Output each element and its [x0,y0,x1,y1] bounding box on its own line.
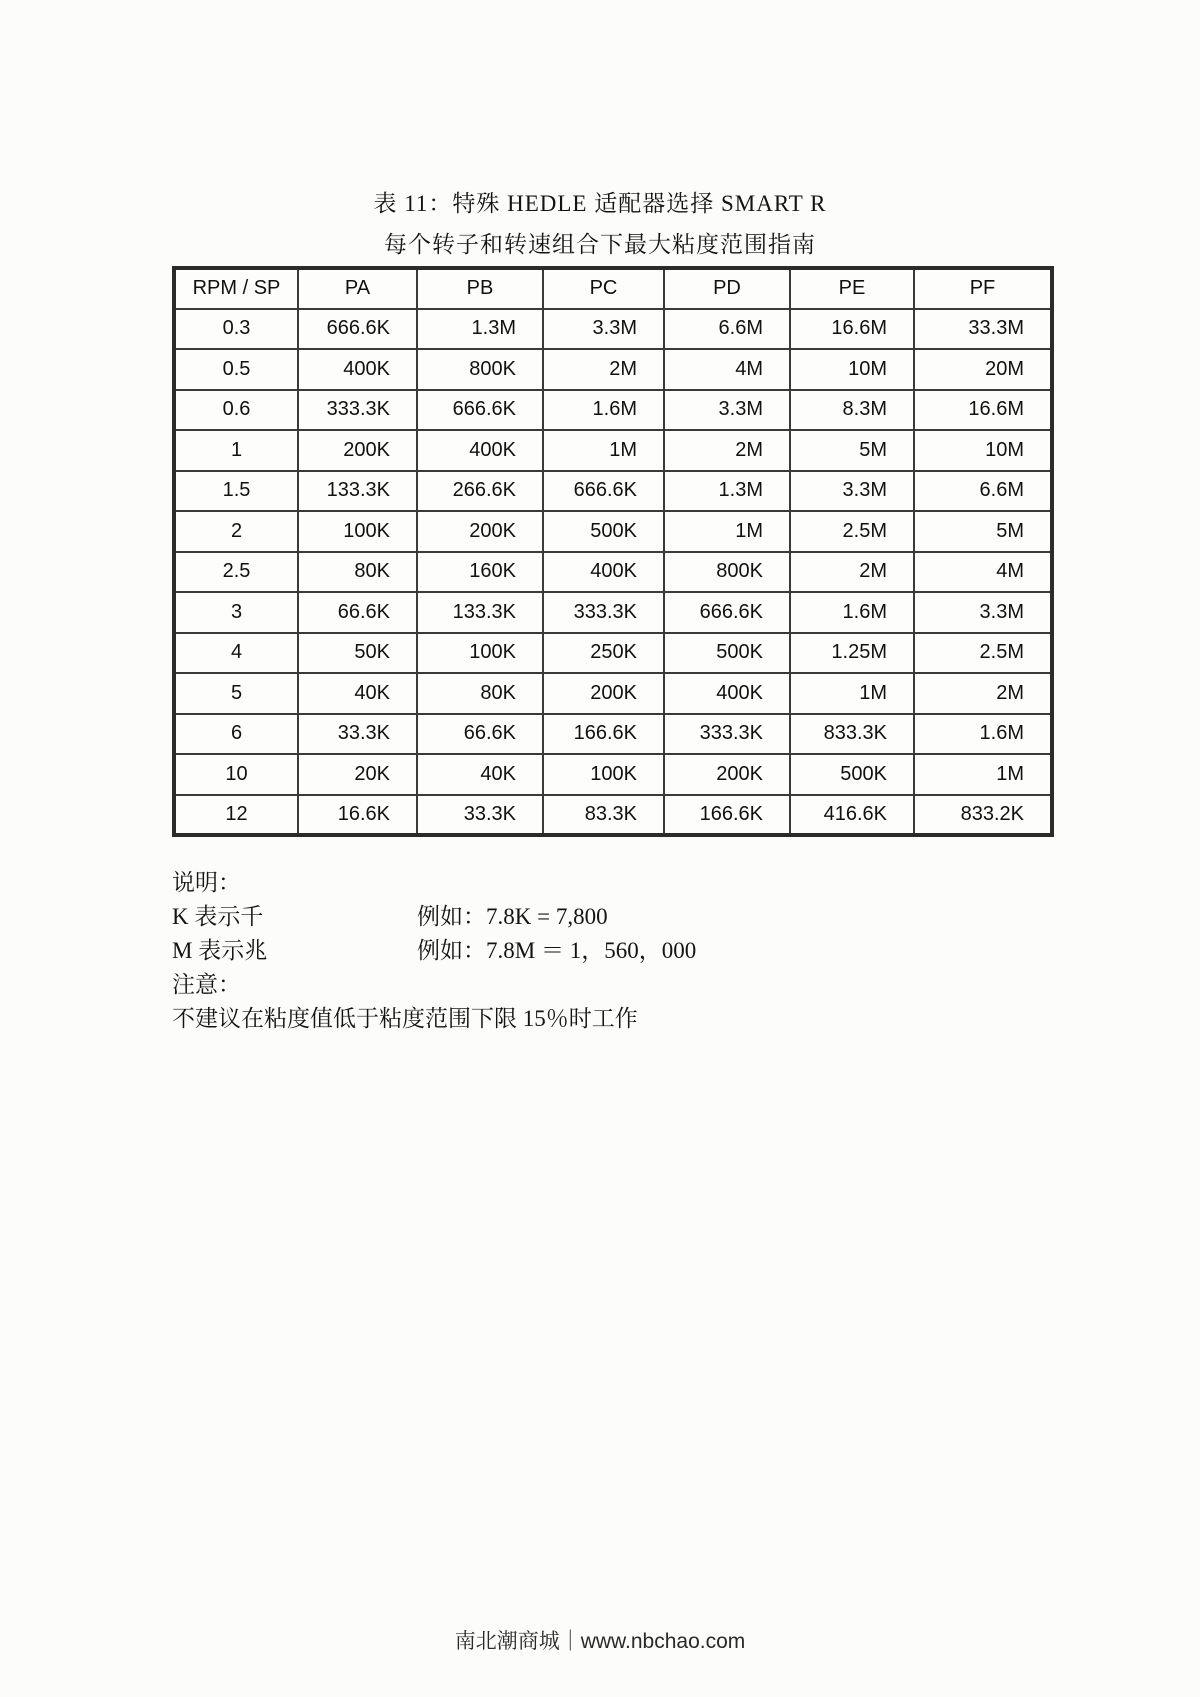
value-cell: 16.6M [914,390,1052,431]
value-cell: 266.6K [417,471,543,512]
value-cell: 33.3K [298,714,417,755]
value-cell: 16.6M [790,309,914,350]
rpm-cell: 10 [174,754,298,795]
value-cell: 100K [417,633,543,674]
value-cell: 1.3M [417,309,543,350]
header-cell-pb: PB [417,268,543,309]
rpm-cell: 2 [174,511,298,552]
rpm-cell: 1 [174,430,298,471]
value-cell: 16.6K [298,795,417,836]
rpm-cell: 4 [174,633,298,674]
value-cell: 2M [914,673,1052,714]
notice-label: 注意： [172,972,241,997]
header-cell-pe: PE [790,268,914,309]
value-cell: 1M [914,754,1052,795]
value-cell: 666.6K [543,471,664,512]
value-cell: 1M [664,511,790,552]
note-k-label: K 表示千 [172,904,264,929]
value-cell: 160K [417,552,543,593]
table-row [174,430,1052,471]
value-cell: 200K [298,430,417,471]
header-cell-pd: PD [664,268,790,309]
value-cell: 200K [543,673,664,714]
note-m-example: 例如：7.8M ＝ 1，560，000 [417,938,697,963]
rpm-cell: 0.5 [174,349,298,390]
header-cell-pa: PA [298,268,417,309]
value-cell: 1.6M [543,390,664,431]
value-cell: 5M [790,430,914,471]
value-cell: 666.6K [664,592,790,633]
value-cell: 6.6M [664,309,790,350]
value-cell: 400K [417,430,543,471]
value-cell: 3.3M [790,471,914,512]
value-cell: 2M [790,552,914,593]
value-cell: 133.3K [417,592,543,633]
value-cell: 166.6K [543,714,664,755]
value-cell: 400K [543,552,664,593]
table-row [174,349,1052,390]
table-row [174,309,1052,350]
footer-watermark: 南北潮商城｜www.nbchao.com [454,1630,746,1653]
value-cell: 66.6K [417,714,543,755]
value-cell: 666.6K [417,390,543,431]
value-cell: 6.6M [914,471,1052,512]
value-cell: 1M [790,673,914,714]
notes-label: 说明： [172,870,241,895]
header-cell-pf: PF [914,268,1052,309]
value-cell: 1.3M [664,471,790,512]
value-cell: 833.2K [914,795,1052,836]
value-cell: 200K [417,511,543,552]
value-cell: 500K [790,754,914,795]
value-cell: 10M [914,430,1052,471]
rpm-cell: 0.6 [174,390,298,431]
value-cell: 20K [298,754,417,795]
rpm-cell: 3 [174,592,298,633]
value-cell: 2.5M [914,633,1052,674]
value-cell: 8.3M [790,390,914,431]
value-cell: 500K [543,511,664,552]
note-row-k [172,900,1072,934]
notes-block [172,866,1072,1036]
note-k-example: 例如：7.8K = 7,800 [417,904,608,929]
value-cell: 133.3K [298,471,417,512]
value-cell: 333.3K [664,714,790,755]
table-row [174,511,1052,552]
value-cell: 1M [543,430,664,471]
table-title-line1: 表 11：特殊 HEDLE 适配器选择 SMART R [373,191,827,216]
rpm-cell: 5 [174,673,298,714]
table-title [0,185,1200,259]
value-cell: 3.3M [664,390,790,431]
value-cell: 83.3K [543,795,664,836]
value-cell: 800K [664,552,790,593]
table-row [174,592,1052,633]
rpm-cell: 12 [174,795,298,836]
value-cell: 100K [543,754,664,795]
header-cell-pc: PC [543,268,664,309]
rpm-cell: 1.5 [174,471,298,512]
table-title-line2: 每个转子和转速组合下最大粘度范围指南 [384,232,816,257]
value-cell: 333.3K [298,390,417,431]
value-cell: 666.6K [298,309,417,350]
value-cell: 80K [298,552,417,593]
value-cell: 4M [664,349,790,390]
rpm-cell: 2.5 [174,552,298,593]
value-cell: 250K [543,633,664,674]
value-cell: 66.6K [298,592,417,633]
value-cell: 500K [664,633,790,674]
table-row [174,673,1052,714]
value-cell: 40K [298,673,417,714]
table-row [174,714,1052,755]
value-cell: 2M [543,349,664,390]
viscosity-table-wrap [172,266,1050,837]
note-m-label: M 表示兆 [172,938,268,963]
value-cell: 20M [914,349,1052,390]
value-cell: 5M [914,511,1052,552]
viscosity-table [172,266,1054,837]
value-cell: 1.6M [914,714,1052,755]
header-cell-rpm-sp: RPM / SP [174,268,298,309]
table-row [174,552,1052,593]
table-row [174,390,1052,431]
value-cell: 100K [298,511,417,552]
value-cell: 4M [914,552,1052,593]
value-cell: 200K [664,754,790,795]
value-cell: 1.25M [790,633,914,674]
value-cell: 2M [664,430,790,471]
value-cell: 33.3K [417,795,543,836]
value-cell: 400K [664,673,790,714]
value-cell: 833.3K [790,714,914,755]
table-row [174,471,1052,512]
value-cell: 3.3M [914,592,1052,633]
note-row-m [172,934,1072,968]
value-cell: 33.3M [914,309,1052,350]
value-cell: 10M [790,349,914,390]
value-cell: 2.5M [790,511,914,552]
table-row [174,754,1052,795]
table-header-row [174,268,1052,309]
value-cell: 3.3M [543,309,664,350]
value-cell: 800K [417,349,543,390]
value-cell: 80K [417,673,543,714]
notice-text: 不建议在粘度值低于粘度范围下限 15％时工作 [172,1006,638,1031]
value-cell: 333.3K [543,592,664,633]
value-cell: 50K [298,633,417,674]
value-cell: 166.6K [664,795,790,836]
value-cell: 1.6M [790,592,914,633]
value-cell: 40K [417,754,543,795]
table-body [174,309,1052,836]
rpm-cell: 0.3 [174,309,298,350]
table-row [174,795,1052,836]
table-row [174,633,1052,674]
value-cell: 400K [298,349,417,390]
value-cell: 416.6K [790,795,914,836]
rpm-cell: 6 [174,714,298,755]
